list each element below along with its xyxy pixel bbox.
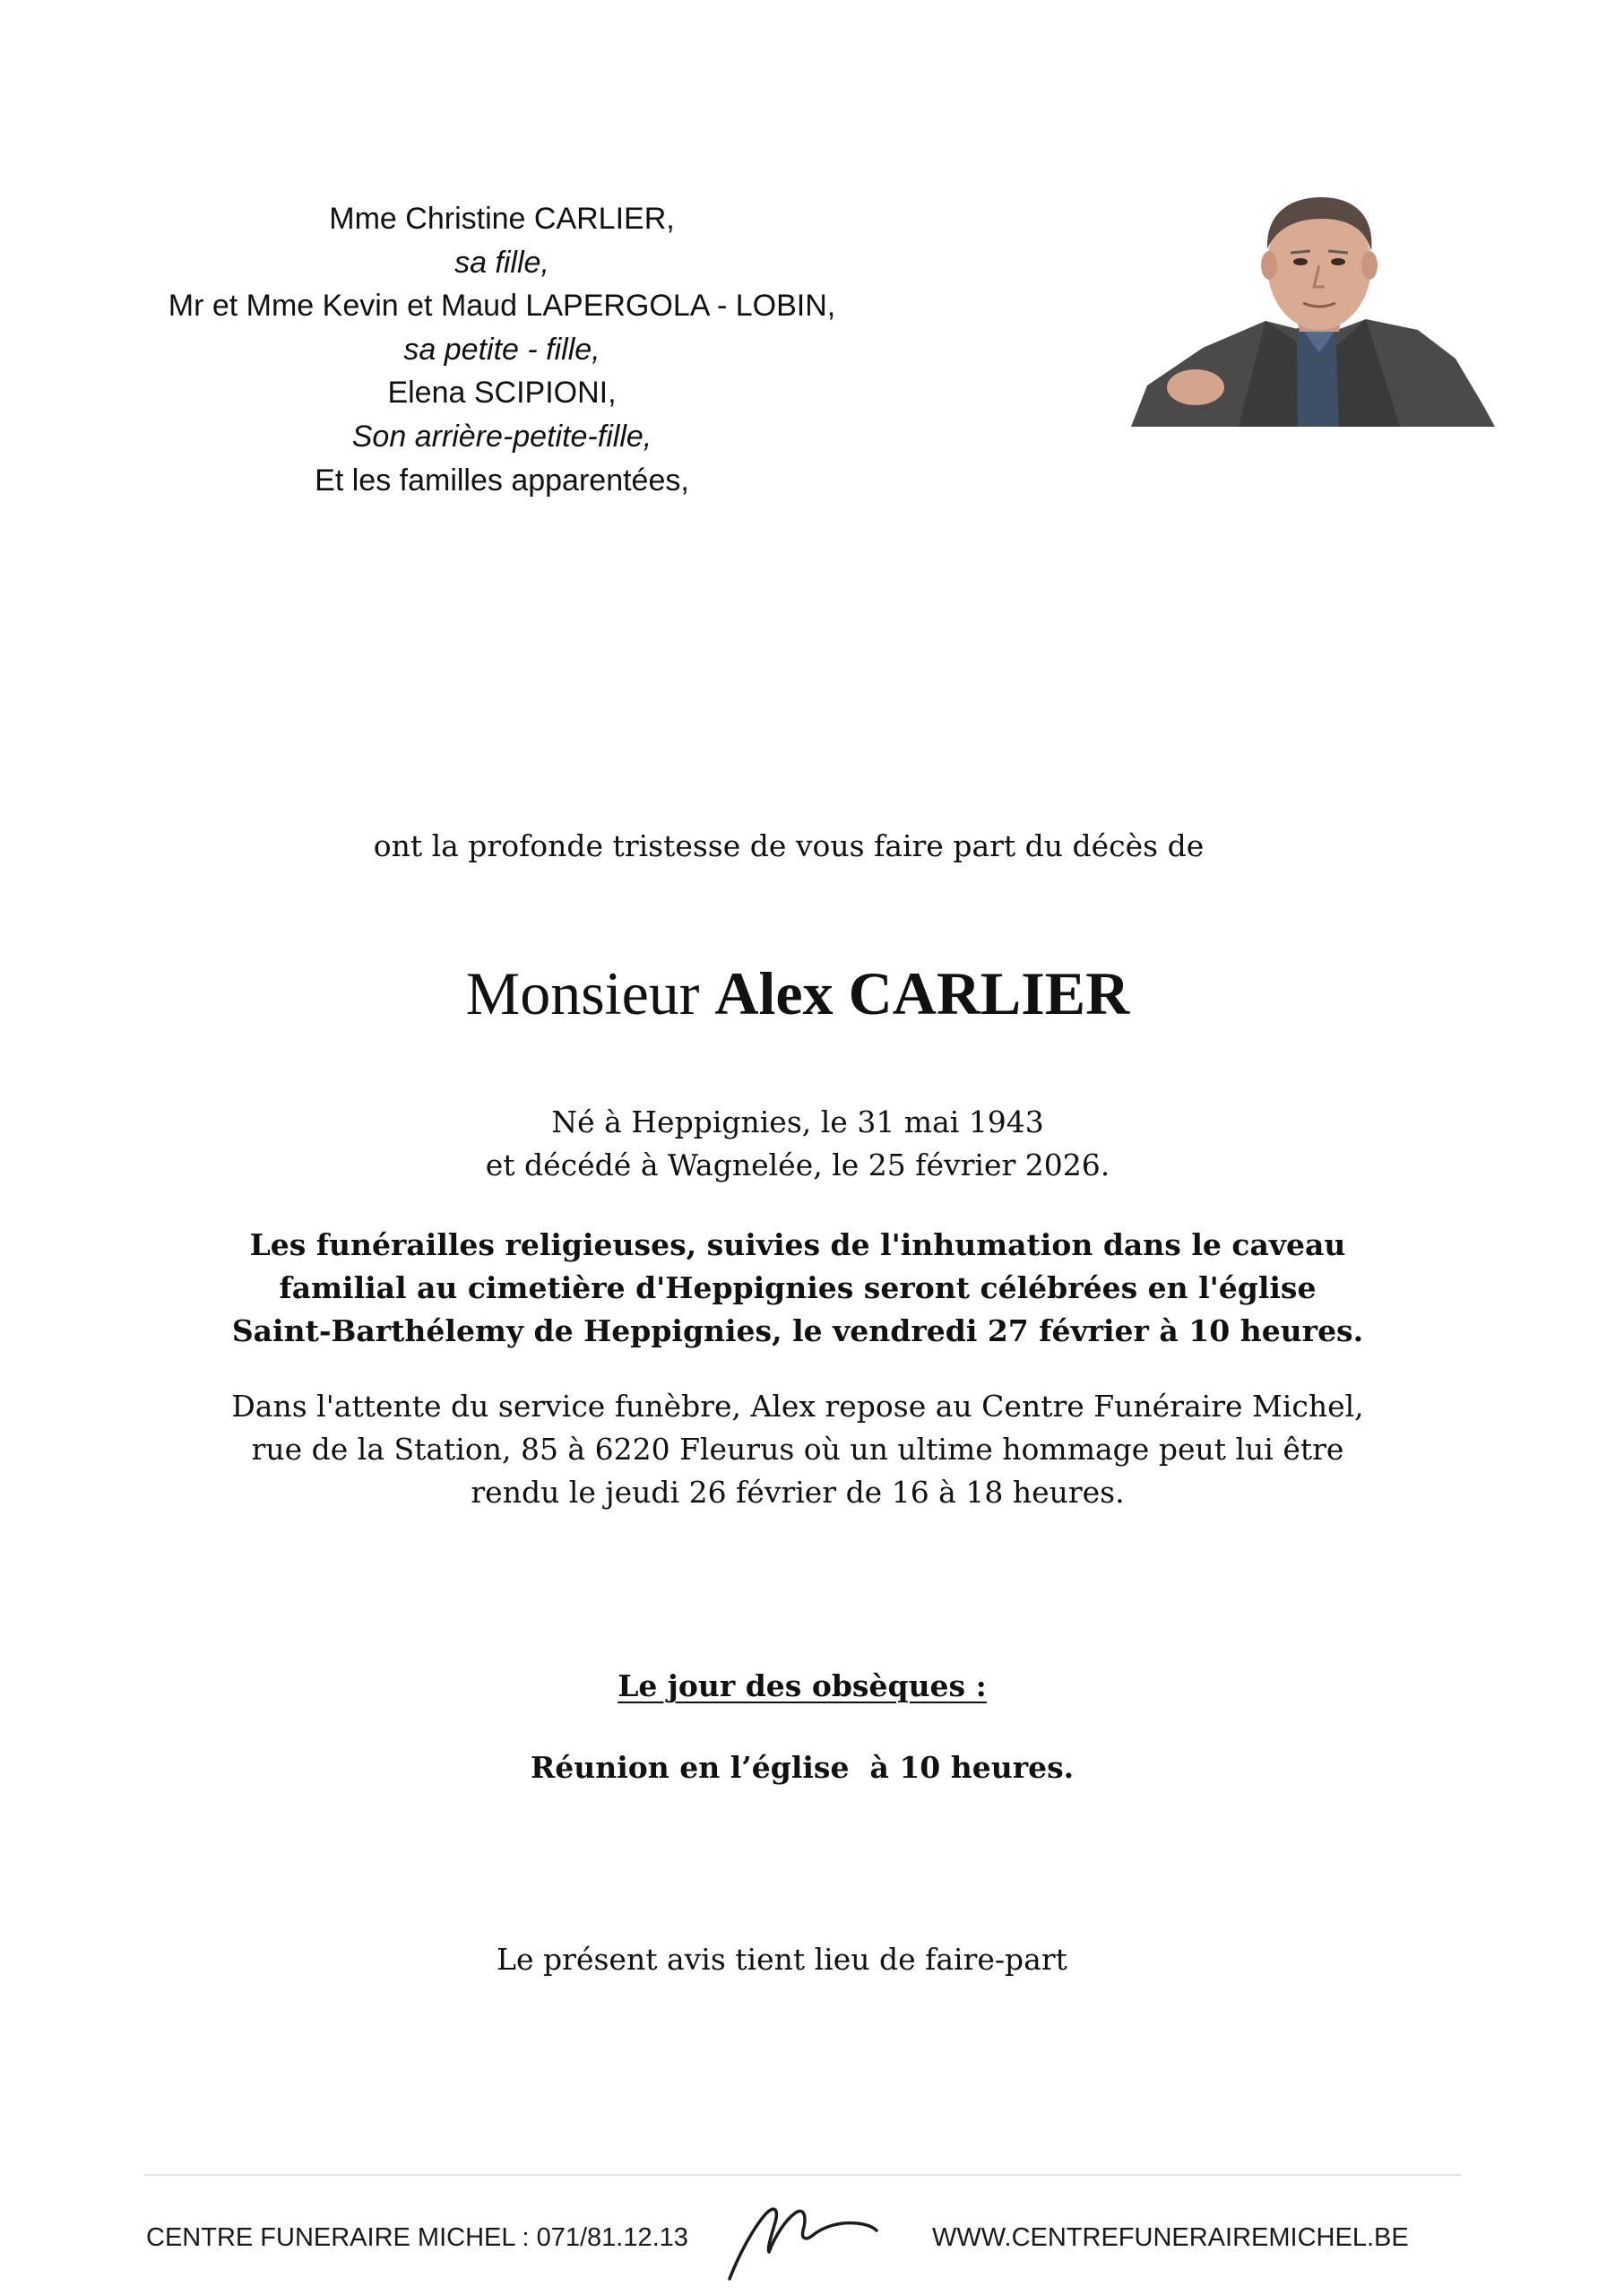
family-line: Mme Christine CARLIER, — [329, 202, 675, 236]
portrait-photo-icon — [1131, 195, 1495, 427]
funeral-line: Les funérailles religieuses, suivies de l'inhumation dans le caveau — [249, 1227, 1346, 1262]
deceased-title: Monsieur — [465, 959, 700, 1027]
visitation-line: Dans l'attente du service funèbre, Alex repose au Centre Funéraire Michel, — [231, 1389, 1364, 1424]
funeral-line: Saint-Barthélemy de Heppignies, le vendredi 27 février à 10 heures. — [231, 1313, 1364, 1348]
family-relation: sa petite - fille, — [403, 332, 600, 367]
family-line: Elena SCIPIONI, — [387, 376, 617, 411]
family-line: Mr et Mme Kevin et Maud LAPERGOLA - LOBIN, — [168, 289, 836, 324]
death-line: et décédé à Wagnelée, le 25 février 2026. — [485, 1148, 1110, 1182]
life-dates — [0, 1101, 1595, 1187]
footer-phone: CENTRE FUNERAIRE MICHEL : 071/81.12.13 — [146, 2223, 688, 2252]
announcement-intro: ont la profonde tristesse de vous faire part du décès de — [373, 828, 1205, 863]
birth-line: Né à Heppignies, le 31 mai 1943 — [551, 1104, 1044, 1139]
family-line: Et les familles apparentées, — [315, 463, 689, 498]
portrait-illustration — [1131, 195, 1495, 427]
deceased-name-heading — [0, 957, 1595, 1029]
meeting-time: Réunion en l’église à 10 heures. — [530, 1750, 1075, 1785]
footer-website-link[interactable]: WWW.CENTREFUNERAIREMICHEL.BE — [932, 2223, 1409, 2252]
funeral-day-heading: Le jour des obsèques : — [618, 1668, 987, 1703]
visitation-line: rue de la Station, 85 à 6220 Fleurus où un ultime hommage peut lui être — [251, 1432, 1344, 1467]
family-relation: sa fille, — [454, 245, 549, 280]
footer-divider — [143, 2174, 1461, 2176]
deceased-name: Alex CARLIER — [714, 959, 1130, 1027]
family-announcers — [108, 197, 896, 502]
logo-stroke — [722, 2178, 884, 2284]
signature-m-logo-icon — [722, 2178, 884, 2284]
visitation-line: rendu le jeudi 26 février de 16 à 18 heures. — [471, 1475, 1125, 1510]
funeral-details — [0, 1224, 1595, 1353]
funeral-line: familial au cimetière d'Heppignies seront célébrées en l'église — [279, 1270, 1317, 1305]
visitation-details — [0, 1385, 1595, 1514]
notice-line: Le présent avis tient lieu de faire-part — [497, 1942, 1067, 1977]
family-relation: Son arrière-petite-fille, — [351, 419, 652, 454]
funeral-day-section — [0, 1665, 1604, 1708]
